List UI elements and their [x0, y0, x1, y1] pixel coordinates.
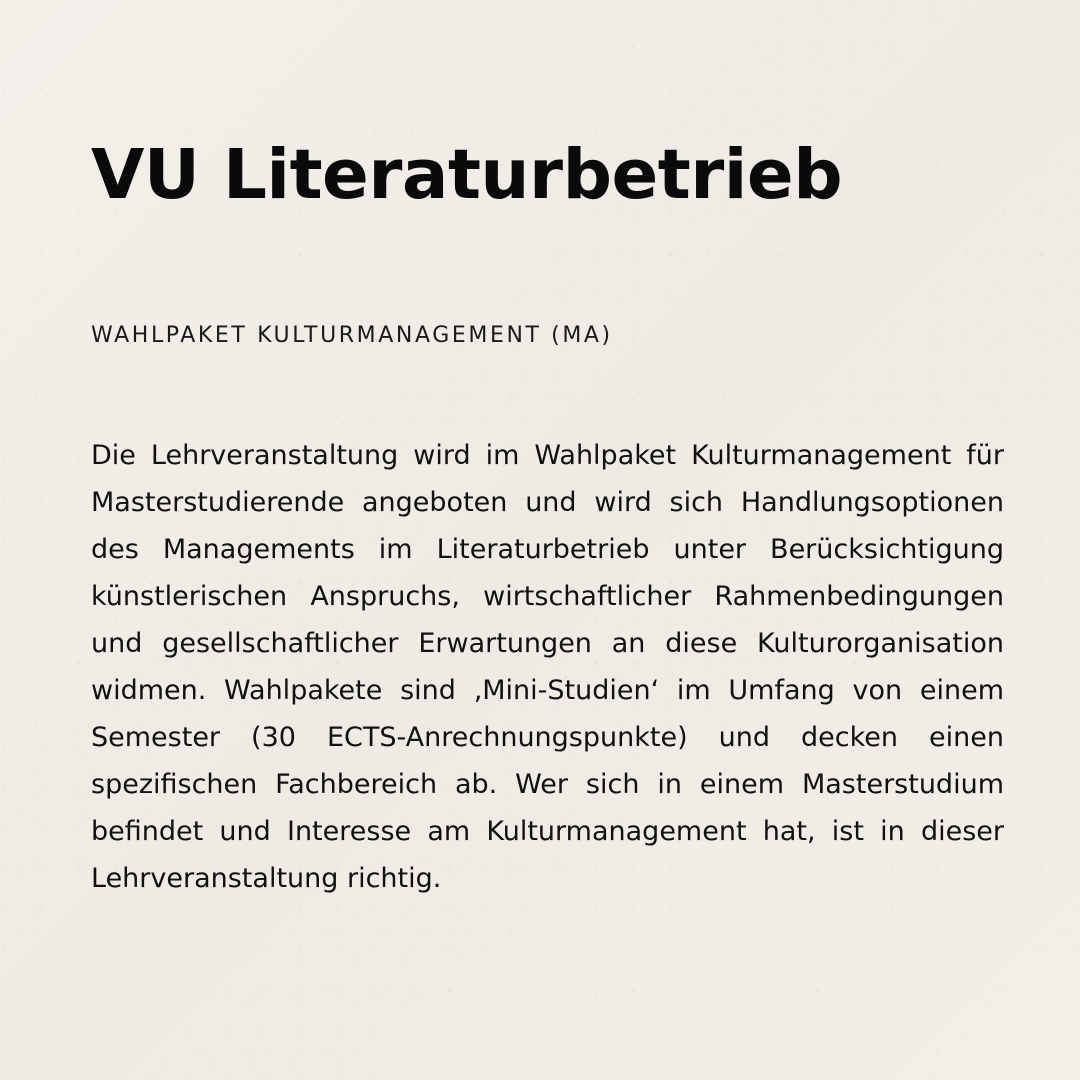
page-title: VU Literaturbetrieb — [91, 135, 843, 215]
document-page — [91, 0, 1004, 1080]
body-paragraph: Die Lehrveranstaltung wird im Wahlpaket Kulturmanagement für Masterstudierende angeboten und wird sich Handlungsoptionen des Managements im Literaturbetrieb unter Berücksichtigung künstlerischen Anspruchs, wirtschaftlicher Rahmenbedingungen und gesellschaftlicher Erwartungen an diese Kulturorganisation widmen. Wahlpakete sind ‚Mini-Studien‘ im Umfang von einem Semester (30 ECTS-Anrechnungspunkte) und decken einen spezifischen Fachbereich ab. Wer sich in einem Masterstudium befindet und Interesse am Kulturmanagement hat, ist in dieser Lehrveranstaltung richtig. — [91, 440, 1004, 894]
page-subtitle: WAHLPAKET KULTURMANAGEMENT (MA) — [91, 323, 613, 348]
